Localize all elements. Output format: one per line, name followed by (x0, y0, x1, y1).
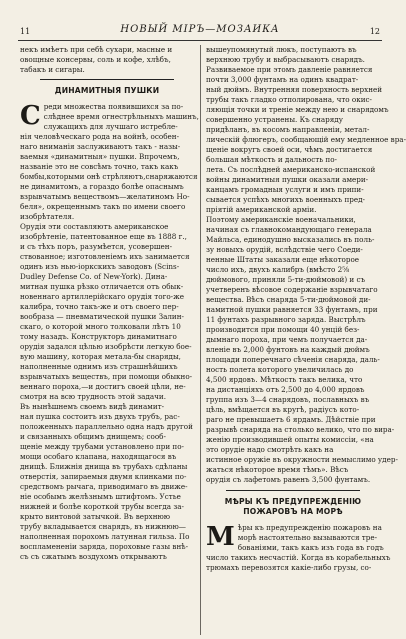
text-line: слѣднее время огнестрѣльныхъ машинъ, (43, 112, 199, 121)
drop-cap: С (20, 101, 41, 131)
text-line: Поэтому американскіе военачальники, (206, 215, 356, 224)
text-line: жаться нѣкоторое время тѣмъ». Вѣсъ (206, 465, 349, 474)
text-line: группа изъ 3—4 снарядовъ, пославныхъ въ (206, 395, 370, 404)
text-line: дюймового, приняли 5-ти-дюймовой) и съ (206, 275, 366, 284)
section-continuation (206, 45, 406, 485)
section-body-fire-prevention (206, 522, 391, 573)
column-divider (200, 45, 201, 635)
text-line: скаго, о которой много толковали лѣтъ 10 (20, 322, 181, 331)
text-line: ный дюймъ. Внутренняя поверхность верхней (206, 85, 383, 94)
text-line: пріятій американской арміи. (206, 205, 317, 214)
text-line: придѣланъ, въ косомъ направленіи, метал- (206, 125, 370, 134)
text-line: Развиваемое при этомъ давленіе равняется (206, 65, 373, 74)
text-line: нія человѣческаго рода на войнѣ, особен- (20, 132, 179, 141)
text-line: Въ нынѣшнемъ своемъ видѣ динамит- (20, 402, 165, 411)
text-line: бованіями, такъ какъ изъ года въ годъ (237, 543, 384, 552)
text-line: взрывчатымъ веществомъ—желатиномъ Но- (20, 192, 190, 201)
text-line: Майльса, единодушно высказались въ поль- (206, 235, 375, 244)
text-line: число ихъ, двухъ калибръ (вмѣсто 2⅝ (206, 265, 350, 274)
text-line: трубу вкладывается снарядъ, въ нижнюю— (20, 522, 186, 531)
text-line: Орудія эти составляютъ американское (20, 222, 169, 231)
text-line: днищѣ. Ближнія днища въ трубахъ сдѣланы (20, 462, 188, 471)
text-line: нижней и болѣе короткой трубы всегда за- (20, 502, 184, 511)
text-line: изобрѣтателя. (20, 212, 75, 221)
text-line: совершенно устранены. Къ снаряду (206, 115, 343, 124)
text-line: взрывчатыхъ веществъ, при помощи обыкно- (20, 372, 193, 381)
text-line: ваемыя «динамитныя» пушки. Впрочемъ, (20, 152, 180, 161)
text-line: вообраза — пневматической пушки Залин- (20, 312, 184, 321)
text-line: митная пушка рѣзко отличается отъ обык- (20, 282, 184, 291)
section-rule (226, 490, 360, 491)
text-line: тому назадъ. Конструкторъ динамитнаго (20, 332, 177, 341)
text-line: женію производившей опыты комиссіи, «на (206, 435, 374, 444)
header-rule (18, 40, 382, 41)
text-line: истинное оружіе въ окружности немыслимо удер- (206, 455, 398, 464)
text-line: лическій флюгеръ, сообщающій ему медленное вра- (206, 135, 406, 144)
text-line: табакъ и сигары. (20, 65, 85, 74)
text-line: одинъ изъ нью-іоркскихъ заводовъ (Scins- (20, 262, 180, 271)
text-line: орудія задался цѣлью изобрѣсти легкую бое- (20, 342, 192, 351)
text-line: 11 фунтахъ разрывного заряда. Выстрѣлъ (206, 315, 366, 324)
text-line: почти 3,000 фунтамъ на одинъ квадрат- (206, 75, 359, 84)
text-line: ненные Штаты заказали еще нѣкоторое (206, 255, 360, 264)
text-line: некъ имѣетъ при себѣ сухари, масные и (20, 45, 173, 54)
text-line: трюмахъ перевозятся какіе-либо грузы, со- (206, 563, 372, 572)
text-line: отверстія, запираемыя двумя клинками по- (20, 472, 187, 481)
text-line: ніе особымъ желѣзнымъ штифтомъ. Устье (20, 492, 181, 501)
text-line: не динамитомъ, а гораздо болѣе опаснымъ (20, 182, 184, 191)
text-line: на дистанціяхъ отъ 2,500 до 4,000 ярдовъ (206, 385, 365, 394)
intro-text (20, 45, 194, 75)
text-line: лета. Съ послѣдней американско-испанской (206, 165, 376, 174)
text-line: овощные консервы, соль и кофе, хлѣбъ, (20, 55, 171, 64)
text-line: разрывѣ снаряда на столько велико, что по вира- (206, 425, 395, 434)
text-line: ность полета которого увеличилась до (206, 365, 354, 374)
text-line: Dudley Defense Co. of New-York). Дина- (20, 272, 168, 281)
text-line: и съ тѣхъ поръ, разумѣется, усовершен- (20, 242, 172, 251)
text-line: калибра, точно такъ-же и отъ своего пер- (20, 302, 179, 311)
section-title-dynamite-guns: ДИНАМИТНЫЯ ПУШКИ (54, 86, 160, 95)
page-number-right: 12 (369, 27, 380, 36)
text-line: учетверенъ вѣсовое содержаніе взрывчатаго (206, 285, 378, 294)
section-body-dynamite-guns (20, 101, 199, 562)
text-line: наго вниманія заслуживаютъ такъ - назы- (20, 142, 181, 151)
text-line: наполненная порохомъ латунная гильза. По (20, 532, 190, 541)
text-line: беля», окрещеннымъ такъ по имени своего (20, 202, 186, 211)
text-line: начиная съ главнокомандующаго генерала (206, 225, 372, 234)
text-line: войны динамитныя пушки оказали амери- (206, 175, 369, 184)
text-line: это орудіе надо смотрѣть какъ на (206, 445, 334, 454)
text-line: морѣ настоятельно вызываются тре- (237, 533, 378, 542)
text-line: смотря на всю трудность этой задачи. (20, 392, 167, 401)
drop-cap: М (206, 522, 235, 552)
section-rule (40, 79, 174, 80)
text-line: канцамъ громадныя услуги и имъ припи- (206, 185, 364, 194)
text-line: сывается успѣхъ многихъ военныхъ пред- (206, 195, 365, 204)
section-lines (20, 102, 199, 562)
text-line: служащихъ для лучшаго истребле- (43, 122, 178, 131)
text-line: вленіе въ 2,000 фунтовъ на каждый дюймъ (206, 345, 370, 354)
text-line: названіе это не совсѣмъ точно, такъ какъ (20, 162, 179, 171)
text-line: трубы такъ гладко отполирована, что окис- (206, 95, 372, 104)
text-line: орудія съ лафетомъ равенъ 3,500 фунтамъ. (206, 475, 371, 484)
text-line: наполненные однимъ изъ страшнѣйшихъ (20, 362, 178, 371)
text-line: большая мѣткость и дальность по- (206, 155, 337, 164)
text-line: щеніе вокругъ своей оси, чѣмъ достигается (206, 145, 373, 154)
text-line: раго не превышаетъ 6 ярдамъ. Дѣйствіе при (206, 415, 376, 424)
text-line: съ съ сжатымъ воздухомъ открываютъ (20, 552, 167, 561)
text-line: щеніе между трубами установлено при по- (20, 442, 184, 451)
page-header (0, 0, 400, 44)
text-line: новеннаго артиллерійскаго орудія того-же (20, 292, 184, 301)
text-line: средствомъ рычага, приводимаго въ движе- (20, 482, 188, 491)
text-line: веннаго пороха,—и достигъ своей цѣли, не- (20, 382, 186, 391)
left-column (20, 45, 199, 562)
text-line: вую машину, которая метала-бы снаряды, (20, 352, 181, 361)
text-line: зу новыхъ орудій, вслѣдствіе чего Соеди- (206, 245, 363, 254)
section-title-fire-prevention: МѢРЫ КЪ ПРЕДУПРЕЖДЕНІЮ ПОЖАРОВЪ НА МОРѢ (224, 497, 362, 516)
text-line: ѣры къ предупрежденію пожаровъ на (237, 523, 382, 532)
text-line: вышеупомянутый люкъ, поступаютъ въ (206, 45, 357, 54)
text-line: мощи особаго клапана, находящагося въ (20, 452, 177, 461)
text-line: вещества. Вѣсъ снаряда 5-ти-дюймовой ди- (206, 295, 371, 304)
running-title: НОВЫЙ МІРЪ—МОЗАИКА (120, 24, 280, 35)
text-line: реди множества появившихся за по- (43, 102, 184, 111)
text-line: и связанныхъ общимъ днищемъ; сооб- (20, 432, 166, 441)
text-line: 4,500 ярдовъ. Мѣткость такъ велика, что (206, 375, 363, 384)
text-line: ствованное; изготовленіемъ ихъ занимается (20, 252, 190, 261)
text-line: намитной пушки равняется 33 фунтамъ, при (206, 305, 378, 314)
text-line: верхнюю трубу и выбрасываютъ снарядъ. (206, 55, 365, 64)
text-line: бомбы,которыми онѣ стрѣляютъ,снаряжаются (20, 172, 198, 181)
text-line: дымнаго пороха, при чемъ получается да- (206, 335, 368, 344)
text-line: площади поперечнаго сѣченія снаряда, даль- (206, 355, 380, 364)
text-line: число такихъ несчастій. Когда въ корабельныхъ (206, 553, 391, 562)
text-line: цѣль, вмѣщается въ кругѣ, радіусъ кото- (206, 405, 360, 414)
text-line: положенныхъ параллельно одна надъ другой (20, 422, 193, 431)
text-line: изобрѣтеніе, патентованное еще въ 1888 г., (20, 232, 187, 241)
text-line: крыто винтовой затычкой. Въ верхнюю (20, 512, 171, 521)
right-column (206, 45, 406, 573)
page-number-left: 11 (20, 27, 31, 36)
text-line: производится при помощи 40 унцій без- (206, 325, 360, 334)
text-line: ная пушка состоитъ изъ двухъ трубъ, рас- (20, 412, 180, 421)
text-line: ляющія точки и треніе между нею и снарядомъ (206, 105, 389, 114)
text-line: воспламененіи заряда, пороховые газы внѣ- (20, 542, 189, 551)
